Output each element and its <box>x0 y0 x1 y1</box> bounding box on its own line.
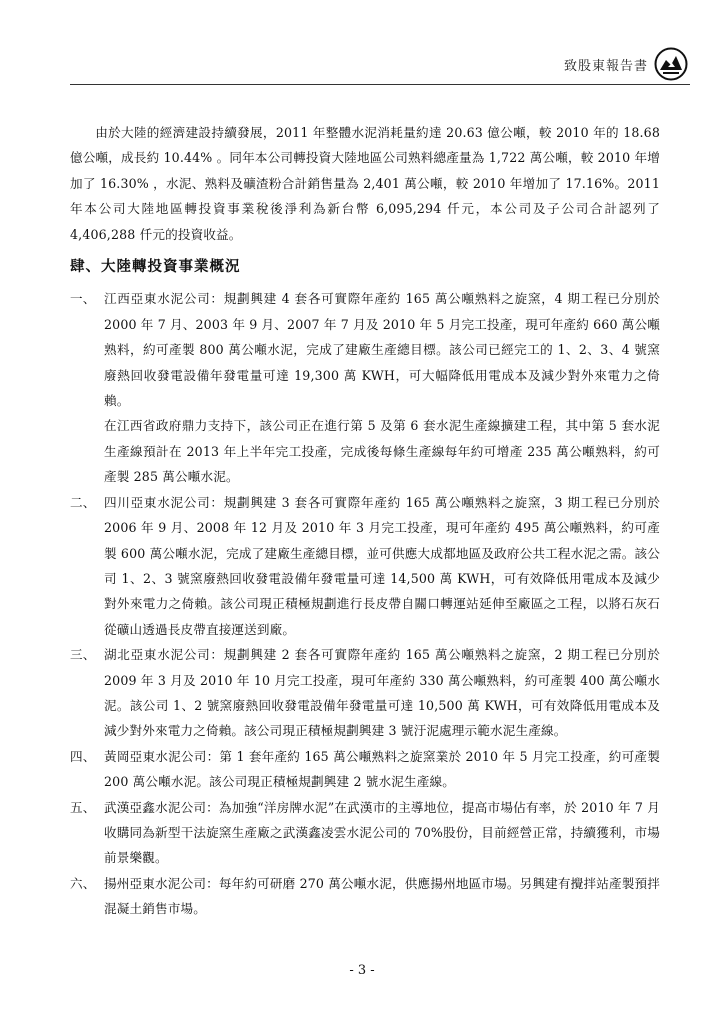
item-body <box>104 642 660 744</box>
list-item <box>70 744 660 795</box>
item-number: 六、 <box>70 875 96 891</box>
item-body <box>104 871 660 922</box>
item-number: 四、 <box>70 748 96 764</box>
list-item <box>70 490 660 642</box>
page-number: - 3 - <box>349 963 375 978</box>
item-paragraph: 四川亞東水泥公司：規劃興建 3 套各可實際年產約 165 萬公噸熟料之旋窯，3 期工程已分別於 2006 年 9 月、2008 年 12 月及 2010 年 3 月完工投產，現可年產約 495 萬公噸熟料，約可產製 600 萬公噸水泥，完成了建廠生產總目標，並可供應大成都地區及政府公共工程水泥之需。該公司 1、2、3 號窯廢熱回收發電設備年發電量可達 14,500 萬 KWH，可有效降低用電成本及減少對外來電力之倚賴。該公司現正積極規劃進行長皮帶自關口轉運站延伸至廠區之工程，以將石灰石從礦山透過長皮帶直接運送到廠。 <box>104 494 660 637</box>
list-item <box>70 795 660 871</box>
item-number: 五、 <box>70 799 96 815</box>
header-divider <box>70 84 690 85</box>
report-body <box>70 120 660 922</box>
item-body <box>104 490 660 642</box>
item-paragraph: 湖北亞東水泥公司：規劃興建 2 套各可實際年產約 165 萬公噸熟料之旋窯，2 期工程已分別於 2009 年 3 月及 2010 年 10 月完工投產，現可年產約 330 萬公噸熟料，約可產製 400 萬公噸水泥。該公司 1、2 號窯廢熱回收發電設備年發電量可達 10,500 萬 KWH，可有效降低用電成本及減少對外來電力之倚賴。該公司現正積極規劃興建 3 號汙泥處理示範水泥生產線。 <box>104 647 660 739</box>
list-item <box>70 286 660 489</box>
list-item <box>70 642 660 744</box>
list-item <box>70 871 660 922</box>
item-number: 三、 <box>70 647 96 663</box>
item-body <box>104 795 660 871</box>
item-paragraph: 揚州亞東水泥公司：每年約可研磨 270 萬公噸水泥，供應揚州地區市場。另興建有攪拌站產製預拌混凝土銷售市場。 <box>104 875 660 917</box>
item-paragraph: 在江西省政府鼎力支持下，該公司正在進行第 5 及第 6 套水泥生產線擴建工程，其中第 5 套水泥生產線預計在 2013 年上半年完工投產，完成後每條生產線每年約可增產 235 萬公噸熟料，約可產製 285 萬公噸水泥。 <box>104 418 660 485</box>
intro-paragraph: 由於大陸的經濟建設持續發展，2011 年整體水泥消耗量約達 20.63 億公噸，較 2010 年的 18.68 億公噸，成長約 10.44% 。同年本公司轉投資大陸地區公司熟料總產量為 1,722 萬公噸，較 2010 年增加了 16.30% ，水泥、熟料及礦渣粉合計銷售量為 2,401 萬公噸，較 2010 年增加了 17.16%。2011 年本公司大陸地區轉投資事業稅後淨利為新台幣 6,095,294 仟元，本公司及子公司合計認列了 4,406,288 仟元的投資收益。 <box>70 125 660 242</box>
section-heading: 肆、大陸轉投資事業概況 <box>70 259 241 276</box>
item-number: 一、 <box>70 291 96 307</box>
page-header <box>564 44 688 84</box>
item-body <box>104 286 660 489</box>
item-number: 二、 <box>70 494 96 510</box>
company-logo-icon <box>654 47 688 81</box>
item-paragraph: 黃岡亞東水泥公司：第 1 套年產約 165 萬公噸熟料之旋窯業於 2010 年 5 月完工投產，約可產製 200 萬公噸水泥。該公司現正積極規劃興建 2 號水泥生產線。 <box>104 748 660 790</box>
item-paragraph: 江西亞東水泥公司：規劃興建 4 套各可實際年產約 165 萬公噸熟料之旋窯，4 期工程已分別於 2000 年 7 月、2003 年 9 月、2007 年 7 月及 2010 年 5 月完工投產，現可年產約 660 萬公噸熟料，約可產製 800 萬公噸水泥，完成了建廠生產總目標。該公司已經完工的 1、2、3、4 號窯廢熱回收發電設備年發電量可達 19,300 萬 KWH，可大幅降低用電成本及減少對外來電力之倚賴。 <box>104 291 660 409</box>
item-body <box>104 744 660 795</box>
header-title: 致股東報告書 <box>563 58 648 74</box>
item-paragraph: 武漢亞鑫水泥公司：為加強“洋房牌水泥”在武漢市的主導地位，提高市場佔有率，於 2010 年 7 月收購同為新型干法旋窯生產廠之武漢鑫凌雲水泥公司的 70%股份，目前經營正常，持續獲利，市場前景樂觀。 <box>104 799 660 866</box>
